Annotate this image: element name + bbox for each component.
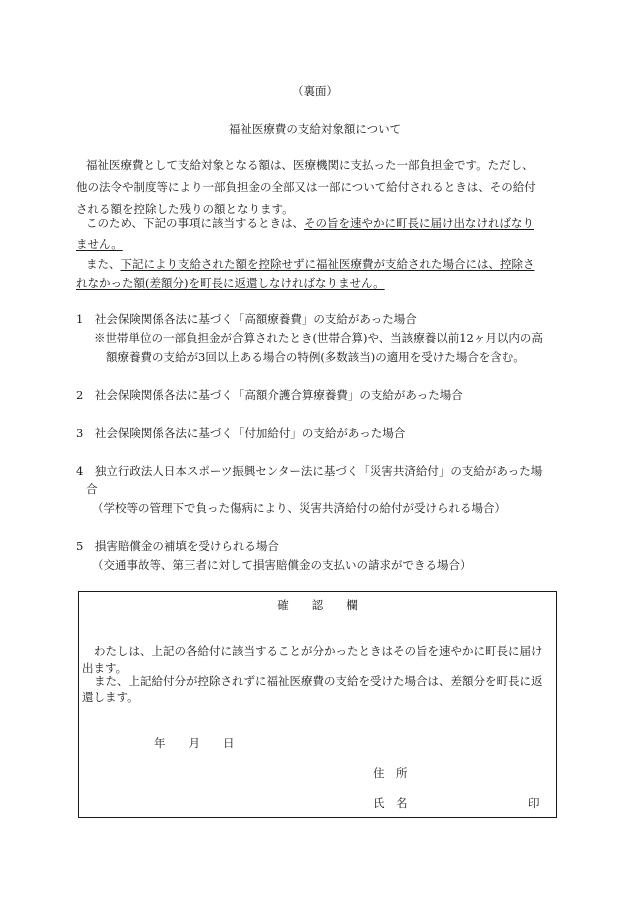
seal-label: 印 (528, 796, 540, 810)
list-item: 3 社会保険関係各法に基づく「付加給付」の支給があった場合 (76, 426, 406, 440)
underlined-text: 下記により支給された額を控除せずに福祉医療費が支給された場合には、控除さ (120, 257, 535, 271)
list-item: 合 (86, 482, 98, 496)
list-item: 1 社会保険関係各法に基づく「高額療養費」の支給があった場合 (76, 312, 417, 326)
list-item-note: 額療養費の支給が3回以上ある場合の特例(多数該当)の適用を受けた場合を含む。 (106, 350, 525, 364)
underlined-text: ません。 (76, 237, 123, 251)
list-item: 2 社会保険関係各法に基づく「高額介護合算療養費」の支給があった場合 (76, 388, 463, 402)
page-title: 福祉医療費の支給対象額について (228, 122, 402, 136)
intro-line (86, 218, 534, 230)
list-item: 4 独立行政法人日本スポーツ振興センター法に基づく「災害共済給付」の支給があった場 (76, 464, 543, 478)
side-label: （裏面） (292, 84, 338, 98)
confirmation-line: また、上記給付分が控除されずに福祉医療費の支給を受けた場合は、差額分を町長に返 (94, 674, 543, 688)
intro-line: 他の法令や制度等により一部負担金の全部又は一部について給付されるときは、その給付 (76, 180, 536, 194)
confirmation-line: 還します。 (82, 690, 139, 704)
intro-text: また、 (86, 257, 121, 271)
list-item-note: （学校等の管理下で負った傷病により、災害共済給付の給付が受けられる場合） (92, 501, 506, 515)
intro-line: される額を控除した残りの額となります。 (76, 202, 294, 216)
underlined-text: その旨を速やかに町長に届け出なければなり (304, 216, 535, 230)
confirmation-box (78, 591, 557, 818)
name-label: 氏 名 (373, 796, 408, 810)
intro-line: 福祉医療費として支給対象となる額は、医療機関に支払った一部負担金です。ただし、 (86, 158, 534, 172)
intro-text: このため、下記の事項に該当するときは、 (86, 216, 305, 230)
confirmation-line: わたしは、上記の各給付に該当することが分かったときはその旨を速やかに町長に届け (94, 644, 543, 658)
underlined-text: れなかった額(差額分)を町長に返還しなければなりません。 (76, 276, 385, 290)
address-label: 住 所 (373, 766, 408, 780)
date-label: 年 月 日 (154, 736, 235, 750)
confirmation-line: 出ます。 (82, 661, 128, 675)
list-item-note: （交通事故等、第三者に対して損害賠償金の支払いの請求ができる場合） (92, 558, 472, 572)
list-item-note: ※世帯単位の一部負担金が合算されたとき(世帯合算)や、当該療養以前12ヶ月以内の高 (94, 331, 543, 345)
list-item: 5 損害賠償金の補填を受けられる場合 (76, 539, 279, 553)
confirmation-title: 確 認 欄 (277, 598, 358, 612)
intro-line (86, 259, 535, 271)
